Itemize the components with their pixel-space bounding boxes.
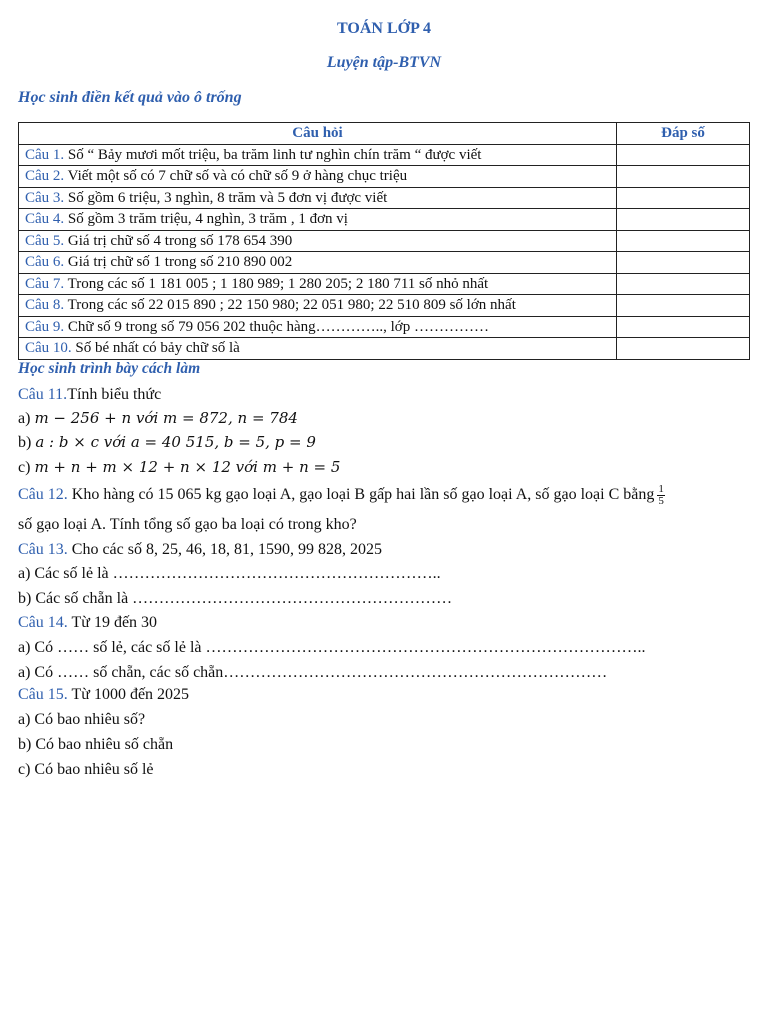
page-title: TOÁN LỚP 4 xyxy=(337,20,431,37)
answer-cell[interactable] xyxy=(617,230,750,252)
table-row xyxy=(19,230,750,252)
question-label: Câu 6. xyxy=(25,254,65,271)
question-label: Câu 8. xyxy=(25,297,65,314)
answer-cell[interactable] xyxy=(617,187,750,209)
question-text: Chữ số 9 trong số 79 056 202 thuộc hàng………….., lớp …………… xyxy=(64,318,489,335)
table-row xyxy=(19,316,750,338)
question-cell xyxy=(19,252,617,274)
answer-cell[interactable] xyxy=(617,252,750,274)
instruction-work: Học sinh trình bày cách làm xyxy=(18,360,201,377)
question-11-part-c xyxy=(18,458,340,477)
question-text: Tính biểu thức xyxy=(67,386,162,403)
table-row xyxy=(19,295,750,317)
question-14-part-b: a) Có …… số chẵn, các số chẵn……………………………………………………………… xyxy=(18,664,608,681)
table-row xyxy=(19,144,750,166)
table-row xyxy=(19,187,750,209)
question-13-part-b: b) Các số chẵn là …………………………………………………… xyxy=(18,590,453,607)
question-text: Trong các số 1 181 005 ; 1 180 989; 1 280 205; 2 180 711 số nhỏ nhất xyxy=(64,275,489,292)
question-label: Câu 13. xyxy=(18,541,68,558)
question-label: Câu 2. xyxy=(25,168,65,185)
question-12-cont: số gạo loại A. Tính tổng số gạo ba loại có trong kho? xyxy=(18,516,357,533)
instruction-fill: Học sinh điền kết quả vào ô trống xyxy=(18,89,242,106)
question-label: Câu 5. xyxy=(25,232,65,249)
answer-cell[interactable] xyxy=(617,144,750,166)
table-row xyxy=(19,338,750,360)
question-label: Câu 7. xyxy=(25,275,65,292)
table-row xyxy=(19,209,750,231)
question-15-part-b: b) Có bao nhiêu số chẵn xyxy=(18,736,174,753)
part-label: c) xyxy=(18,459,35,476)
question-label: Câu 9. xyxy=(25,318,65,335)
answer-cell[interactable] xyxy=(617,209,750,231)
math-expression: m + n + m × 12 + n × 12 với m + n = 5 xyxy=(34,458,341,476)
question-label: Câu 12. xyxy=(18,486,68,504)
question-14-part-a: a) Có …… số lẻ, các số lẻ là ……………………………………………………………………….. xyxy=(18,639,646,656)
question-11-part-a xyxy=(18,409,298,428)
column-header-answer: Đáp số xyxy=(617,123,750,145)
table-header-row xyxy=(19,123,750,145)
page-subtitle: Luyện tập-BTVN xyxy=(326,54,442,71)
question-cell xyxy=(19,338,617,360)
math-expression: m − 256 + n với m = 872, n = 784 xyxy=(34,409,298,427)
table-row xyxy=(19,273,750,295)
question-13-part-a: a) Các số lẻ là …………………………………………………….. xyxy=(18,565,441,582)
question-label: Câu 1. xyxy=(25,146,65,163)
question-text: Trong các số 22 015 890 ; 22 150 980; 22 051 980; 22 510 809 số lớn nhất xyxy=(64,297,516,314)
part-label: b) xyxy=(18,434,36,451)
question-label: Câu 10. xyxy=(25,340,72,357)
table-row xyxy=(19,166,750,188)
question-text: Viết một số có 7 chữ số và có chữ số 9 ở hàng chục triệu xyxy=(64,168,408,185)
answer-cell[interactable] xyxy=(617,273,750,295)
question-label: Câu 3. xyxy=(25,189,65,206)
question-14 xyxy=(18,614,157,632)
table-row xyxy=(19,252,750,274)
question-cell xyxy=(19,273,617,295)
answer-cell[interactable] xyxy=(617,166,750,188)
question-15-part-c: c) Có bao nhiêu số lẻ xyxy=(18,761,154,778)
question-label: Câu 11. xyxy=(18,386,68,403)
question-text: Số “ Bảy mươi mốt triệu, ba trăm linh tư nghìn chín trăm “ được viết xyxy=(64,146,482,163)
question-text: Số gồm 6 triệu, 3 nghìn, 8 trăm và 5 đơn vị được viết xyxy=(64,189,388,206)
question-cell xyxy=(19,166,617,188)
question-cell xyxy=(19,295,617,317)
answer-cell[interactable] xyxy=(617,295,750,317)
question-15 xyxy=(18,686,189,704)
question-cell xyxy=(19,144,617,166)
question-13 xyxy=(18,541,382,559)
question-label: Câu 4. xyxy=(25,211,65,228)
question-cell xyxy=(19,209,617,231)
fraction: $\frac{1}{5}$ xyxy=(658,483,664,507)
question-cell xyxy=(19,230,617,252)
question-11 xyxy=(18,386,161,404)
math-expression: a : b × c với a = 40 515, b = 5, p = 9 xyxy=(35,433,316,451)
column-header-question: Câu hỏi xyxy=(19,123,617,145)
question-text: Kho hàng có 15 065 kg gạo loại A, gạo loại B gấp hai lần số gạo loại A, số gạo loại C bằng xyxy=(67,486,655,504)
answer-cell[interactable] xyxy=(617,316,750,338)
question-label: Câu 14. xyxy=(18,614,68,631)
answer-cell[interactable] xyxy=(617,338,750,360)
part-label: a) xyxy=(18,410,35,427)
question-text: Số gồm 3 trăm triệu, 4 nghìn, 3 trăm , 1 đơn vị xyxy=(64,211,348,228)
question-11-part-b xyxy=(18,433,316,452)
question-text: Cho các số 8, 25, 46, 18, 81, 1590, 99 828, 2025 xyxy=(67,541,382,558)
question-text: Giá trị chữ số 4 trong số 178 654 390 xyxy=(64,232,293,249)
question-table xyxy=(18,122,750,360)
question-12 xyxy=(18,484,665,507)
question-text: Từ 19 đến 30 xyxy=(67,614,158,631)
question-label: Câu 15. xyxy=(18,686,68,703)
question-text: Từ 1000 đến 2025 xyxy=(67,686,190,703)
question-text: Giá trị chữ số 1 trong số 210 890 002 xyxy=(64,254,293,271)
question-15-part-a: a) Có bao nhiêu số? xyxy=(18,711,146,728)
question-cell xyxy=(19,316,617,338)
question-text: Số bé nhất có bảy chữ số là xyxy=(71,340,240,357)
question-cell xyxy=(19,187,617,209)
